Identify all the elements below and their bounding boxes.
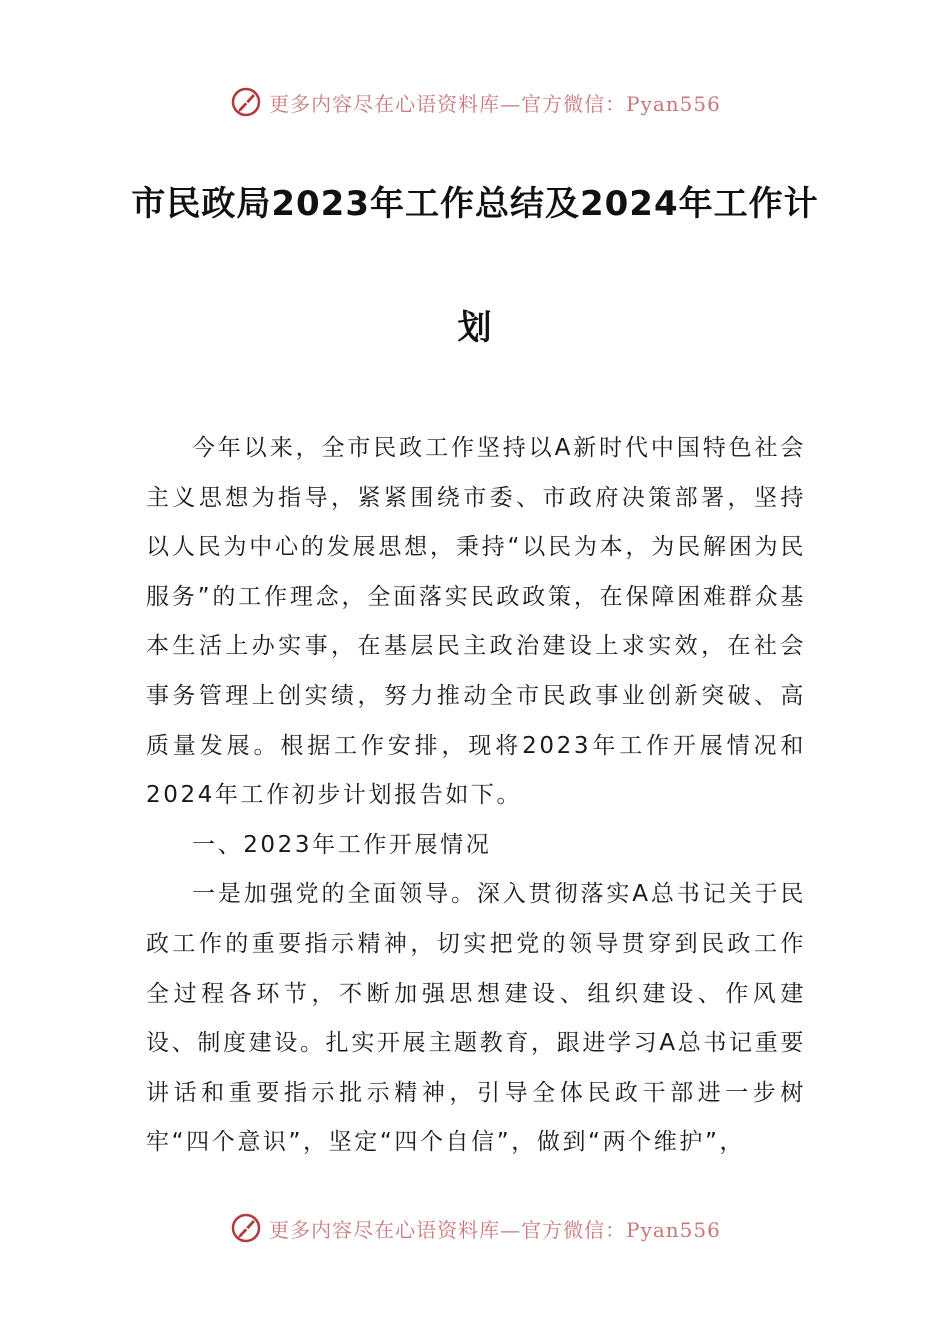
document-body: [146, 424, 806, 1168]
document-title: 市民政局2023年工作总结及2024年工作计: [131, 184, 819, 224]
paragraph-intro: 今年以来，全市民政工作坚持以A新时代中国特色社会主义思想为指导，紧紧围绕市委、市政府决策部署，坚持以人民为中心的发展思想，秉持“以民为本，为民解困为民服务”的工作理念，全面落实民政政策，在保障困难群众基本生活上办实事，在基层民主政治建设上求实效，在社会事务管理上创实绩，努力推动全市民政事业创新突破、高质量发展。根据工作安排，现将2023年工作开展情况和2024年工作初步计划报告如下。: [146, 435, 806, 809]
watermark-banner-bottom: [0, 1208, 950, 1248]
document-title-continued: 划: [457, 308, 493, 348]
paragraph-party-leadership: 一是加强党的全面领导。深入贯彻落实A总书记关于民政工作的重要指示精神，切实把党的领导贯穿到民政工作全过程各环节，不断加强思想建设、组织建设、作风建设、制度建设。扎实开展主题教育，跟进学习A总书记重要讲话和重要指示批示精神，引导全体民政干部进一步树牢“四个意识”，坚定“四个自信”，做到“两个维护”，: [146, 881, 806, 1156]
watermark-text: 更多内容尽在心语资料库—官方微信：Pyan556: [269, 1217, 721, 1242]
watermark-text: 更多内容尽在心语资料库—官方微信：Pyan556: [269, 91, 721, 116]
section-heading: 一、2023年工作开展情况: [192, 831, 492, 858]
pen-circle-logo-icon: [229, 1211, 263, 1245]
pen-circle-logo-icon: [229, 85, 263, 119]
watermark-banner-top: [0, 82, 950, 122]
